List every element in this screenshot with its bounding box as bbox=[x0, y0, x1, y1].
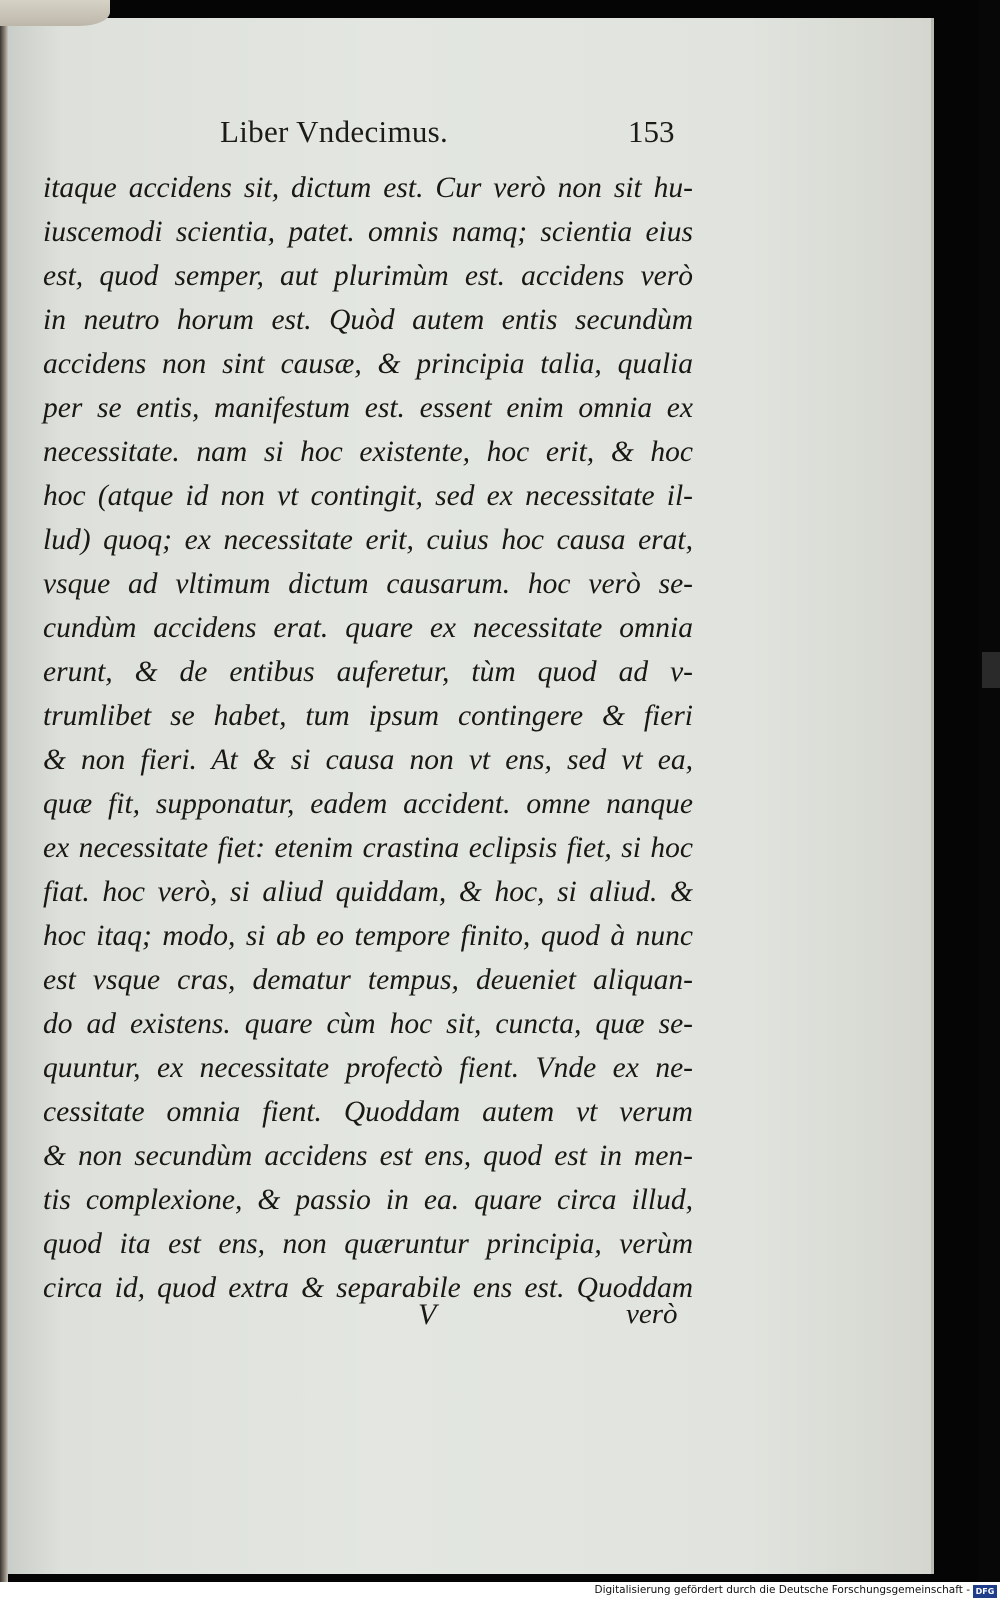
text-line: & non secundùm accidens est ens, quod est in men- bbox=[43, 1140, 693, 1172]
text-line: lud) quoq; ex necessitate erit, cuius hoc causa erat, bbox=[43, 524, 693, 556]
book-page bbox=[6, 18, 934, 1574]
text-line: est vsque cras, dematur tempus, deueniet aliquan- bbox=[43, 964, 693, 996]
text-line: in neutro horum est. Quòd autem entis secundùm bbox=[43, 304, 693, 336]
text-line: erunt, & de entibus auferetur, tùm quod ad v- bbox=[43, 656, 693, 688]
text-line: hoc (atque id non vt contingit, sed ex necessitate il- bbox=[43, 480, 693, 512]
scan-border bbox=[978, 0, 1000, 1582]
border-mark bbox=[982, 652, 1000, 688]
page-number: 153 bbox=[628, 114, 675, 149]
text-line: est, quod semper, aut plurimùm est. accidens verò bbox=[43, 260, 693, 292]
text-line: do ad existens. quare cùm hoc sit, cuncta, quæ se- bbox=[43, 1008, 693, 1040]
text-line: & non fieri. At & si causa non vt ens, sed vt ea, bbox=[43, 744, 693, 776]
text-line: vsque ad vltimum dictum causarum. hoc verò se- bbox=[43, 568, 693, 600]
text-line: itaque accidens sit, dictum est. Cur verò non sit hu- bbox=[43, 172, 693, 204]
page-corner-curl bbox=[0, 0, 110, 26]
text-line: hoc itaq; modo, si ab eo tempore finito, quod à nunc bbox=[43, 920, 693, 952]
text-line: necessitate. nam si hoc existente, hoc erit, & hoc bbox=[43, 436, 693, 468]
text-line: tis complexione, & passio in ea. quare circa illud, bbox=[43, 1184, 693, 1216]
text-line: quuntur, ex necessitate profectò fient. Vnde ex ne- bbox=[43, 1052, 693, 1084]
text-line: trumlibet se habet, tum ipsum contingere & fieri bbox=[43, 700, 693, 732]
text-line: quæ fit, supponatur, eadem accident. omne nanque bbox=[43, 788, 693, 820]
body-text bbox=[43, 166, 693, 1310]
text-line: iuscemodi scientia, patet. omnis namq; scientia eius bbox=[43, 216, 693, 248]
text-line: cundùm accidens erat. quare ex necessitate omnia bbox=[43, 612, 693, 644]
text-line: circa id, quod extra & separabile ens est. Quoddam bbox=[43, 1272, 693, 1304]
footer-bar bbox=[0, 1582, 1000, 1601]
dfg-logo-icon: DFG bbox=[973, 1585, 997, 1598]
text-line: cessitate omnia fient. Quoddam autem vt verum bbox=[43, 1096, 693, 1128]
text-line: ex necessitate fiet: etenim crastina eclipsis fiet, si hoc bbox=[43, 832, 693, 864]
running-head: Liber Vndecimus. bbox=[220, 114, 449, 149]
signature-mark: V bbox=[418, 1298, 437, 1331]
footer-credit: Digitalisierung gefördert durch die Deutsche Forschungsgemeinschaft - bbox=[594, 1584, 970, 1596]
text-line: quod ita est ens, non quæruntur principia, verùm bbox=[43, 1228, 693, 1260]
page-edge-shadow bbox=[0, 0, 8, 1582]
text-line: accidens non sint causæ, & principia talia, qualia bbox=[43, 348, 693, 380]
catchword: verò bbox=[626, 1298, 678, 1330]
text-line: per se entis, manifestum est. essent enim omnia ex bbox=[43, 392, 693, 424]
text-line: fiat. hoc verò, si aliud quiddam, & hoc, si aliud. & bbox=[43, 876, 693, 908]
